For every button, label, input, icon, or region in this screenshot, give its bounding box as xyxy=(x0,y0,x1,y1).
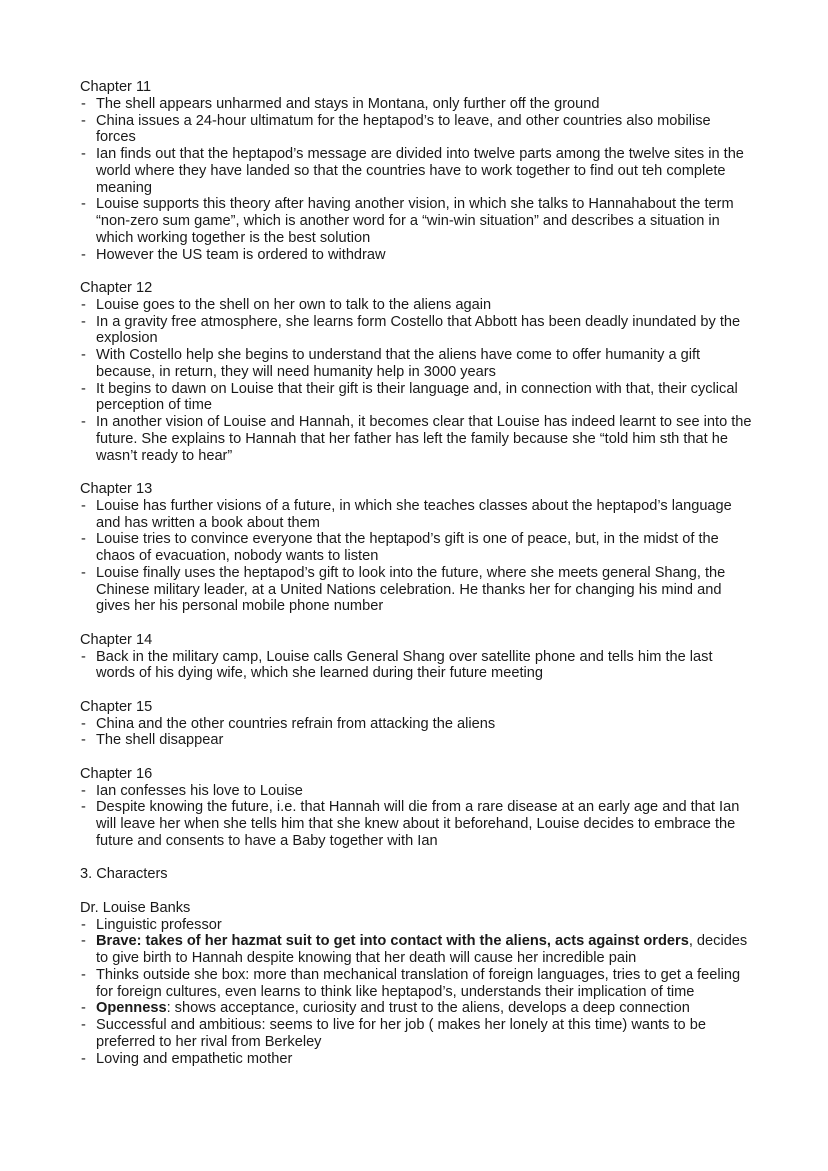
list-item: - Ian finds out that the heptapod’s message are divided into twelve parts among the twelve sites in the world where they have landed so that the countries have to work together to find out teh complete meaning xyxy=(80,146,752,196)
chapter-section xyxy=(80,280,752,464)
chapter-bullets xyxy=(80,297,752,465)
characters-heading: 3. Characters xyxy=(80,866,168,883)
trait-text: : shows acceptance, curiosity and trust to the aliens, develops a deep connection xyxy=(166,1000,690,1017)
chapter-heading: Chapter 16 xyxy=(80,765,153,782)
list-item: - China and the other countries refrain from attacking the aliens xyxy=(80,716,752,733)
list-item: - However the US team is ordered to withdraw xyxy=(80,247,752,264)
list-item: - Louise has further visions of a future, in which she teaches classes about the heptapod’s language and has written a book about them xyxy=(80,498,752,532)
chapter-section xyxy=(80,79,752,263)
list-item: - Louise tries to convince everyone that the heptapod’s gift is one of peace, but, in the midst of the chaos of evacuation, nobody wants to listen xyxy=(80,531,752,565)
list-item xyxy=(80,1000,752,1017)
chapter-section xyxy=(80,766,752,850)
character-traits xyxy=(80,917,752,1068)
chapter-summaries xyxy=(80,79,752,850)
chapter-bullets xyxy=(80,498,752,615)
trait-text: Successful and ambitious: seems to live for her job ( makes her lonely at this time) wants to be preferred to her rival from Berkeley xyxy=(96,1017,706,1050)
chapter-section xyxy=(80,481,752,615)
characters-heading-section xyxy=(80,866,752,883)
list-item: - Ian confesses his love to Louise xyxy=(80,783,752,800)
trait-bold: Openness xyxy=(96,1000,167,1017)
list-item: - Back in the military camp, Louise calls General Shang over satellite phone and tells him the last words of his dying wife, which she learned during their future meeting xyxy=(80,649,752,683)
list-item: - Louise goes to the shell on her own to talk to the aliens again xyxy=(80,297,752,314)
chapter-bullets xyxy=(80,649,752,683)
trait-text: Linguistic professor xyxy=(96,916,222,933)
list-item xyxy=(80,933,752,967)
character-name: Dr. Louise Banks xyxy=(80,899,191,916)
chapter-section xyxy=(80,632,752,682)
chapter-heading: Chapter 13 xyxy=(80,481,153,497)
list-item: - With Costello help she begins to understand that the aliens have come to offer humanity a gift because, in return, they will need humanity help in 3000 years xyxy=(80,347,752,381)
chapter-heading: Chapter 12 xyxy=(80,280,153,296)
list-item: - Despite knowing the future, i.e. that Hannah will die from a rare disease at an early age and that Ian will leave her when she tells him that she knew about it beforehand, Louise decides to embrace the future and consents to have a Baby together with Ian xyxy=(80,799,752,849)
chapter-heading: Chapter 14 xyxy=(80,631,153,648)
chapter-heading: Chapter 15 xyxy=(80,698,153,715)
list-item xyxy=(80,917,752,934)
list-item: - The shell appears unharmed and stays in Montana, only further off the ground xyxy=(80,96,752,113)
list-item: - In another vision of Louise and Hannah, it becomes clear that Louise has indeed learnt to see into the future. She explains to Hannah that her father has left the family because she “told him sth that he wasn’t ready to hear” xyxy=(80,414,752,464)
list-item: - Louise supports this theory after having another vision, in which she talks to Hannahabout the term “non-zero sum game”, which is another word for a “win-win situation” and describes a situation in which working together is the best solution xyxy=(80,196,752,246)
list-item xyxy=(80,967,752,1001)
trait-text: Thinks outside she box: more than mechanical translation of foreign languages, tries to get a feeling for foreign cultures, even learns to think like heptapod’s, understands their implication of time xyxy=(96,966,741,1000)
document-page xyxy=(80,79,752,1084)
list-item xyxy=(80,1051,752,1068)
list-item: - The shell disappear xyxy=(80,732,752,749)
character-louise-banks xyxy=(80,900,752,1068)
list-item: - In a gravity free atmosphere, she learns form Costello that Abbott has been deadly inundated by the explosion xyxy=(80,314,752,348)
trait-text: Loving and empathetic mother xyxy=(96,1050,293,1067)
list-item: - China issues a 24-hour ultimatum for the heptapod’s to leave, and other countries also mobilise forces xyxy=(80,113,752,147)
trait-text: , decides to give birth to Hannah despite knowing that her death will cause her incredible pain xyxy=(96,933,748,966)
chapter-bullets xyxy=(80,783,752,850)
list-item: - It begins to dawn on Louise that their gift is their language and, in connection with that, their cyclical perception of time xyxy=(80,381,752,415)
list-item xyxy=(80,1017,752,1051)
chapter-bullets xyxy=(80,96,752,264)
list-item: - Louise finally uses the heptapod’s gift to look into the future, where she meets general Shang, the Chinese military leader, at a United Nations celebration. He thanks her for changing his mind and gives her his personal mobile phone number xyxy=(80,565,752,615)
chapter-section xyxy=(80,699,752,749)
trait-bold: Brave: takes of her hazmat suit to get into contact with the aliens, acts against orders xyxy=(96,933,689,950)
chapter-heading: Chapter 11 xyxy=(80,79,152,95)
chapter-bullets xyxy=(80,716,752,750)
